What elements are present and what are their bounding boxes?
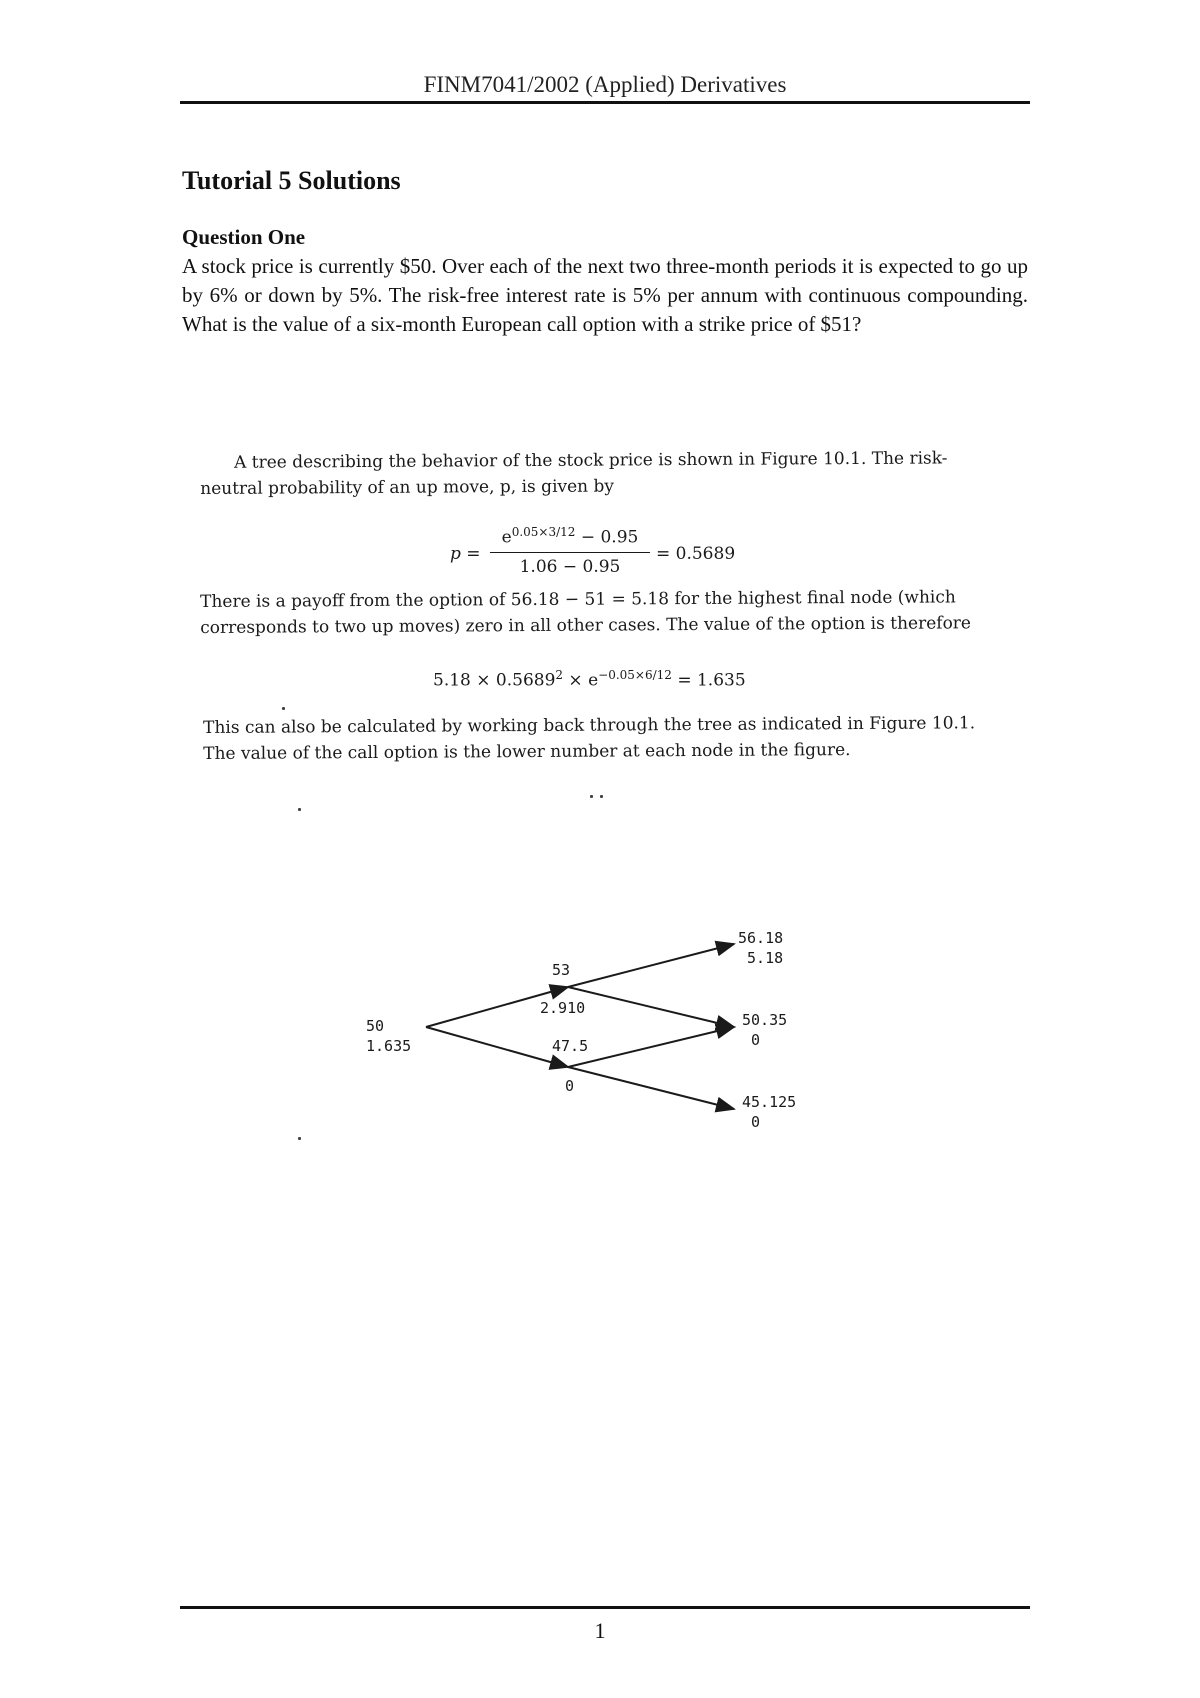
eq2-part1: 5.18 × 0.5689 [433, 670, 556, 691]
node-price: 50.35 [742, 1011, 788, 1029]
numerator-base: e [501, 527, 512, 548]
binomial-tree-figure [360, 920, 840, 1140]
scan-speck [298, 1137, 301, 1140]
solution-paragraph-2: There is a payoff from the option of 56.18 − 51 = 5.18 for the highest final node (which corresponds to two up moves) zero in all other cases. The value of the option is therefore [200, 587, 972, 638]
node-option-value: 0 [751, 1031, 761, 1049]
eq2-exponent1: 2 [555, 668, 564, 682]
footer-rule [180, 1606, 1030, 1609]
edge-root-down [426, 1027, 568, 1067]
node-price: 50 [366, 1017, 385, 1035]
page-number: 1 [594, 1618, 606, 1643]
scan-speck [298, 808, 301, 811]
question-heading: Question One [182, 225, 306, 249]
node-price: 56.18 [738, 929, 784, 947]
tree-node-up-price: 53 [552, 961, 571, 979]
numerator-exponent: 0.05×3/12 [511, 525, 576, 539]
node-option-value: 0 [751, 1113, 761, 1131]
equation-lhs: p = [450, 544, 481, 564]
edge-down-dd [568, 1067, 734, 1109]
numerator-rest: − 0.95 [575, 527, 639, 548]
header-rule [180, 101, 1030, 104]
equation-result: = 0.5689 [656, 544, 736, 564]
option-value-equation [433, 668, 746, 691]
edge-down-ud [568, 1027, 734, 1067]
tree-node-uu [738, 928, 783, 968]
scan-speck [590, 795, 593, 798]
node-option-value: 5.18 [747, 949, 784, 967]
edge-up-ud [568, 987, 734, 1027]
tree-node-up-option: 2.910 [540, 999, 586, 1017]
fraction-bar [490, 552, 650, 553]
question-text: A stock price is currently $50. Over each of the next two three-month periods it is expected to go up by 6% or down by 5%. The risk-free interest rate is 5% per annum with continuous compounding. What is the value of a six-month European call option with a strike price of $51? [182, 254, 1028, 336]
eq2-part3: = 1.635 [671, 670, 746, 691]
page-title: Tutorial 5 Solutions [182, 166, 401, 195]
scan-speck [600, 795, 603, 798]
eq2-exponent2: −0.05×6/12 [598, 668, 672, 682]
tree-node-root [366, 1016, 411, 1056]
solution-paragraph-1: A tree describing the behavior of the stock price is shown in Figure 10.1. The risk-neutral probability of an up move, p, is given by [200, 448, 948, 499]
node-option-value: 1.635 [366, 1037, 412, 1055]
equation-denominator: 1.06 − 0.95 [519, 557, 621, 577]
equation-numerator [490, 525, 650, 548]
eq2-part2: × e [563, 670, 599, 691]
tree-node-down-price: 47.5 [552, 1037, 589, 1055]
tree-node-dd [742, 1092, 796, 1132]
solution-paragraph-3: This can also be calculated by working back through the tree as indicated in Figure 10.1. The value of the call option is the lower number at each node in the figure. [203, 713, 976, 764]
probability-equation [450, 525, 850, 585]
edge-up-uu [568, 944, 734, 987]
node-price: 45.125 [742, 1093, 797, 1111]
tree-node-down-option: 0 [565, 1077, 575, 1095]
tree-node-ud [742, 1010, 787, 1050]
running-header: FINM7041/2002 (Applied) Derivatives [423, 72, 787, 97]
scan-speck [282, 707, 285, 710]
